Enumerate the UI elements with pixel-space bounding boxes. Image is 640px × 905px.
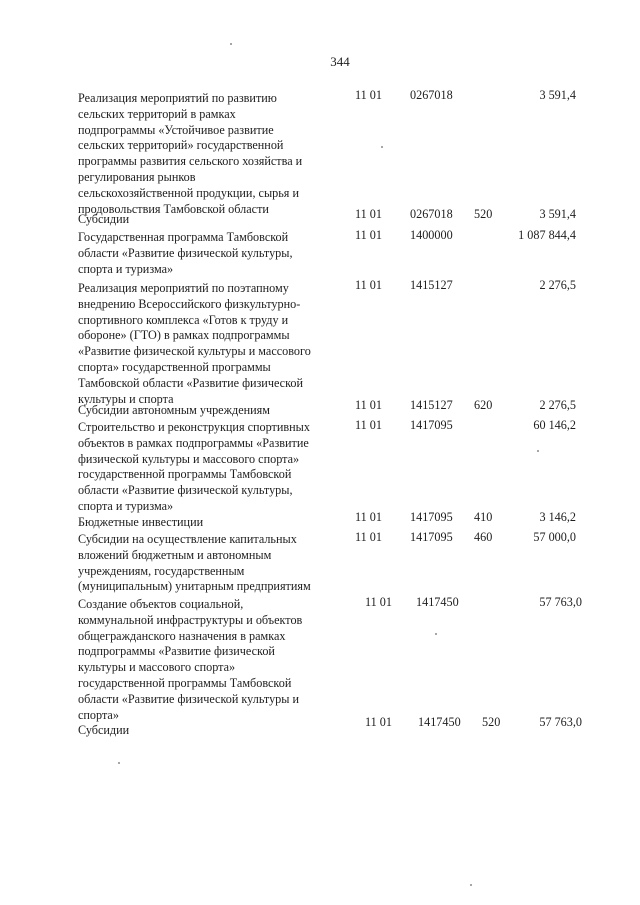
row-section: 11 01 [355,530,382,544]
row-amount: 57 763,0 [539,595,582,609]
row-expense-type: 620 [474,398,493,412]
row-description: Субсидии автономным учреждениям [78,403,270,417]
scan-speck [230,43,232,45]
row-amount: 2 276,5 [539,398,576,412]
scan-speck [118,762,120,764]
scan-speck [435,633,437,635]
row-description: Строительство и реконструкция спортивных объектов в рамках подпрограммы «Развитие физической культуры и массового спорта» государственной программы Тамбовской области «Развитие физической культуры, спорта и туризма» [78,420,310,513]
row-code: 1417095 [410,510,453,524]
row-section: 11 01 [365,715,392,729]
row-amount: 3 591,4 [539,207,576,221]
row-section: 11 01 [365,595,392,609]
row-description: Субсидии [78,212,130,226]
row-description: Государственная программа Тамбовской области «Развитие физической культуры, спорта и туризма» [78,230,293,276]
row-section: 11 01 [355,398,382,412]
row-code: 1417450 [416,595,459,609]
row-code: 0267018 [410,88,453,102]
row-description: Создание объектов социальной, коммунальной инфраструктуры и объектов общегражданского назначения в рамках подпрограммы «Развитие физической культуры и массового спорта» государственной программы Тамбовской области «Развитие физической культуры и спорта» [78,597,303,722]
row-amount: 57 000,0 [533,530,576,544]
row-section: 11 01 [355,278,382,292]
scan-speck [470,884,472,886]
row-section: 11 01 [355,88,382,102]
row-code: 1417450 [418,715,461,729]
row-code: 1415127 [410,278,453,292]
row-code: 0267018 [410,207,453,221]
row-description: Реализация мероприятий по поэтапному внедрению Всероссийского физкультурно- спортивного комплекса «Готов к труду и обороне» (ГТО) в рамках подпрограммы «Развитие физической культуры и массового спорта» государственной программы Тамбовской области «Развитие физической культуры и спорта [78,281,311,406]
row-expense-type: 520 [474,207,493,221]
row-code: 1415127 [410,398,453,412]
row-section: 11 01 [355,228,382,242]
row-expense-type: 410 [474,510,493,524]
row-code: 1417095 [410,530,453,544]
row-description: Субсидии на осуществление капитальных вложений бюджетным и автономным учреждениям, государственным (муниципальным) унитарным предприятиям [78,532,311,594]
row-amount: 2 276,5 [539,278,576,292]
row-section: 11 01 [355,510,382,524]
row-description: Бюджетные инвестиции [78,515,204,529]
row-amount: 57 763,0 [539,715,582,729]
row-description: Реализация мероприятий по развитию сельских территорий в рамках подпрограммы «Устойчивое развитие сельских территорий» государственной программы развития сельского хозяйства и регулирования рынков сельскохозяйственной продукции, сырья и продовольствия Тамбовской области [78,91,303,216]
row-code: 1417095 [410,418,453,432]
row-amount: 1 087 844,4 [518,228,576,242]
row-amount: 3 146,2 [539,510,576,524]
row-code: 1400000 [410,228,453,242]
row-section: 11 01 [355,418,382,432]
row-description: Субсидии [78,723,130,737]
row-amount: 3 591,4 [539,88,576,102]
row-expense-type: 460 [474,530,493,544]
page-number: 344 [330,54,350,69]
scan-speck [381,146,383,148]
row-section: 11 01 [355,207,382,221]
scan-speck [537,450,539,452]
row-amount: 60 146,2 [533,418,576,432]
row-expense-type: 520 [482,715,501,729]
